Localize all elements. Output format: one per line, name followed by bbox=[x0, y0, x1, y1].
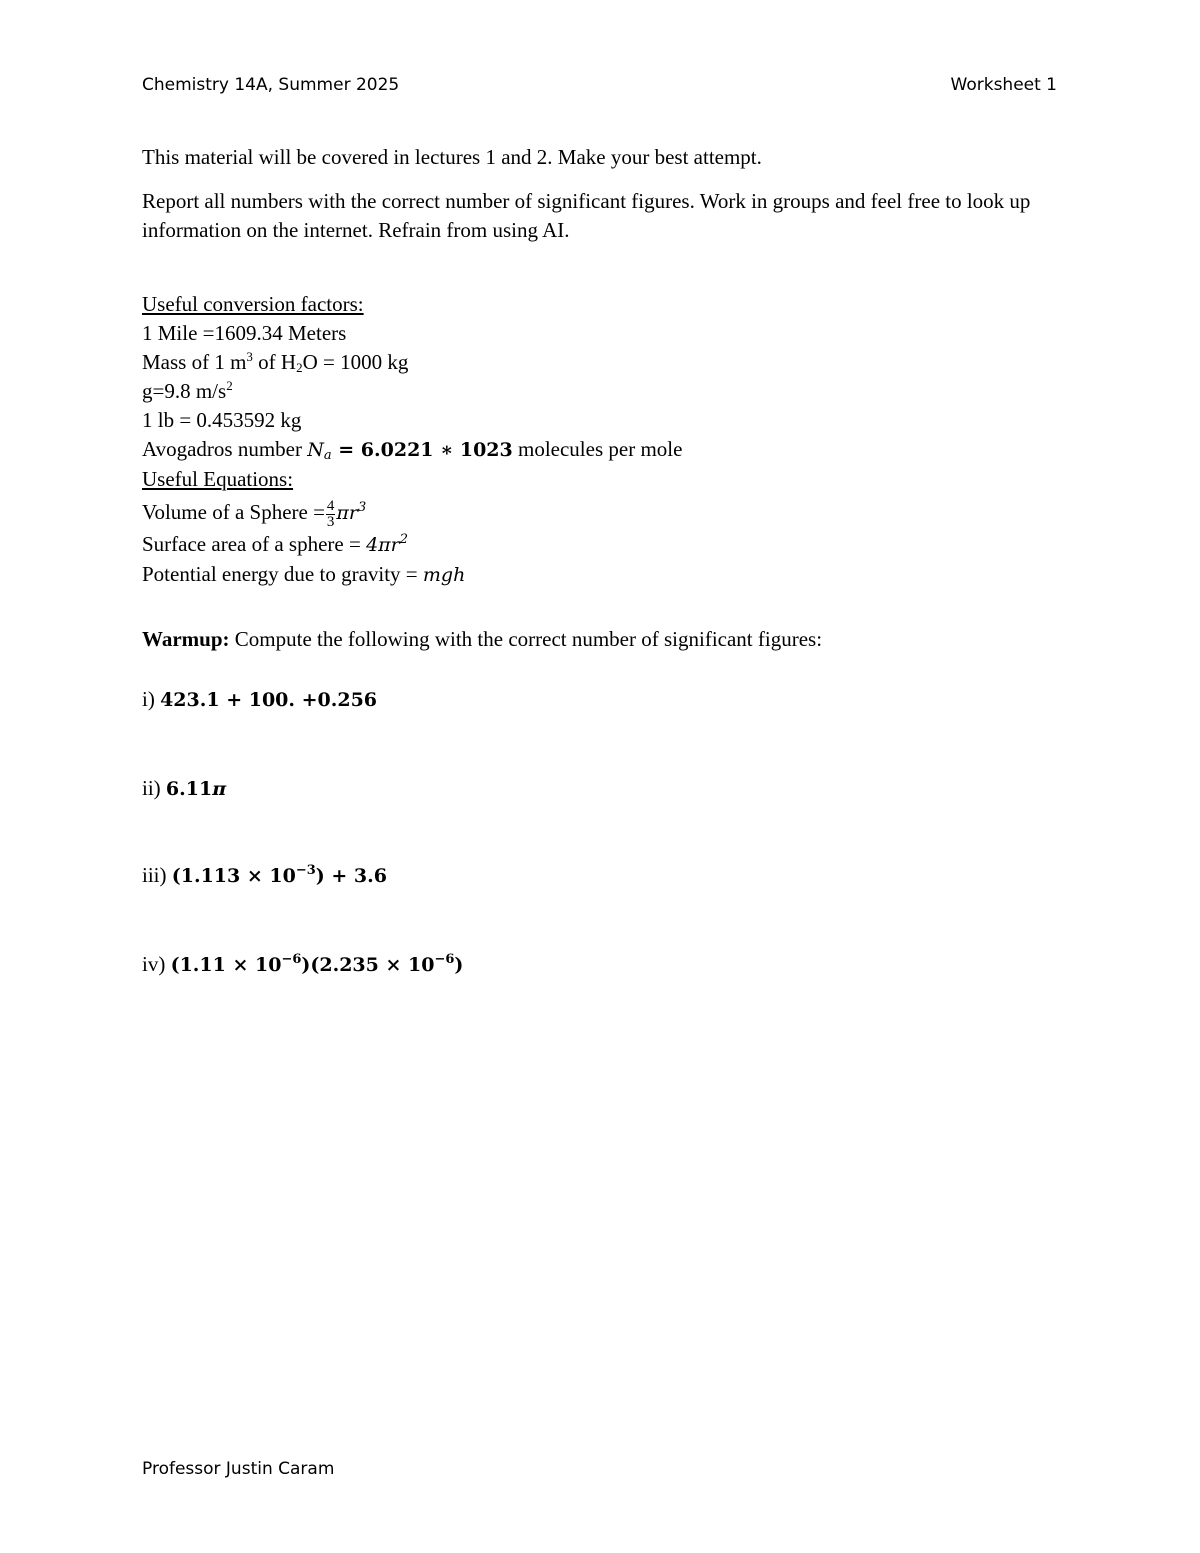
warmup-item-1: i) 423.1 + 100. +0.256 bbox=[142, 687, 378, 711]
header-worksheet: Worksheet 1 bbox=[950, 75, 1057, 95]
warmup-instructions: Warmup: Compute the following with the correct number of significant figures: bbox=[142, 627, 823, 651]
intro-line-1: This material will be covered in lectures 1 and 2. Make your best attempt. bbox=[142, 145, 762, 169]
warmup-item-2: ii) 6.11π bbox=[142, 776, 227, 800]
sphere-surface-area: Surface area of a sphere = $4\pi r^2$ bbox=[142, 532, 409, 556]
sphere-volume: Volume of a Sphere = $\frac{4}{3}$ $\pi r^3$ bbox=[142, 497, 367, 530]
pound-conversion: 1 lb = 0.453592 kg bbox=[142, 408, 302, 432]
gravity-constant: g=9.8 $m/s^2$ bbox=[142, 378, 233, 403]
fraction: $\frac{4}{3}$ bbox=[326, 497, 335, 530]
warmup-item-3: iii) $(1.113 \times 10^{-3}) + 3.6$ bbox=[142, 863, 387, 887]
potential-energy: Potential energy due to gravity = mgh bbox=[142, 562, 466, 586]
avogadro-number: Avogadros number $N_a = 6.0221$ ∗ 1023 molecules per mole bbox=[142, 437, 683, 463]
equations-heading: Useful Equations: bbox=[142, 467, 294, 491]
water-mass: Mass of 1 $m^3$ of $H_2O = 1000$ kg bbox=[142, 349, 409, 375]
warmup-item-4: iv) $(1.11 \times 10^{-6})(2.235 \times 10^{-6})$ bbox=[142, 952, 464, 976]
header-course: Chemistry 14A, Summer 2025 bbox=[142, 75, 400, 95]
conversions-heading: Useful conversion factors: bbox=[142, 292, 364, 316]
conversions-section bbox=[142, 290, 1060, 590]
footer-professor: Professor Justin Caram bbox=[142, 1459, 335, 1479]
mile-conversion: 1 Mile =1609.34 Meters bbox=[142, 321, 347, 345]
intro-line-2: Report all numbers with the correct number of significant figures. Work in groups and feel free to look up information on the internet. Refrain from using AI. bbox=[142, 189, 1031, 242]
